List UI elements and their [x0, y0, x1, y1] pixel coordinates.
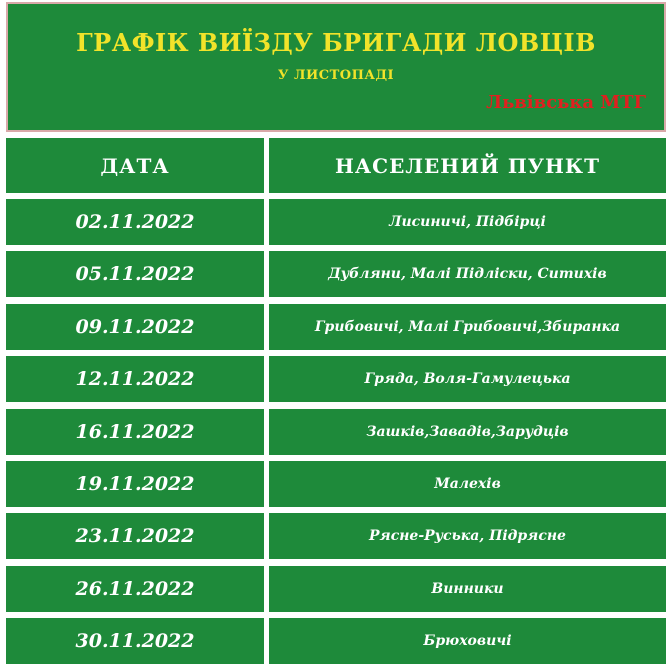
date-cell: 16.11.2022 — [6, 409, 264, 455]
place-cell: Дубляни, Малі Підліски, Ситихів — [269, 251, 666, 297]
place-cell: Малехів — [269, 461, 666, 507]
date-cell: 30.11.2022 — [6, 618, 264, 664]
date-cell: 09.11.2022 — [6, 304, 264, 350]
date-cell: 02.11.2022 — [6, 199, 264, 245]
column-header-place: НАСЕЛЕНИЙ ПУНКТ — [269, 138, 666, 193]
place-cell: Лисиничі, Підбірці — [269, 199, 666, 245]
organization-label: Львівська МТГ — [486, 92, 646, 113]
place-cell: Гряда, Воля-Гамулецька — [269, 356, 666, 402]
date-cell: 19.11.2022 — [6, 461, 264, 507]
column-header-date: ДАТА — [6, 138, 264, 193]
place-cell: Грибовичі, Малі Грибовичі,Збиранка — [269, 304, 666, 350]
place-cell: Рясне-Руська, Підрясне — [269, 513, 666, 559]
page-title: ГРАФІК ВИЇЗДУ БРИГАДИ ЛОВЦІВ — [76, 28, 596, 57]
date-cell: 23.11.2022 — [6, 513, 264, 559]
place-cell: Зашків,Завадів,Зарудців — [269, 409, 666, 455]
header-banner — [6, 2, 666, 132]
place-cell: Брюховичі — [269, 618, 666, 664]
date-cell: 05.11.2022 — [6, 251, 264, 297]
date-cell: 12.11.2022 — [6, 356, 264, 402]
page-subtitle: У ЛИСТОПАДІ — [277, 68, 395, 83]
place-cell: Винники — [269, 566, 666, 612]
date-cell: 26.11.2022 — [6, 566, 264, 612]
